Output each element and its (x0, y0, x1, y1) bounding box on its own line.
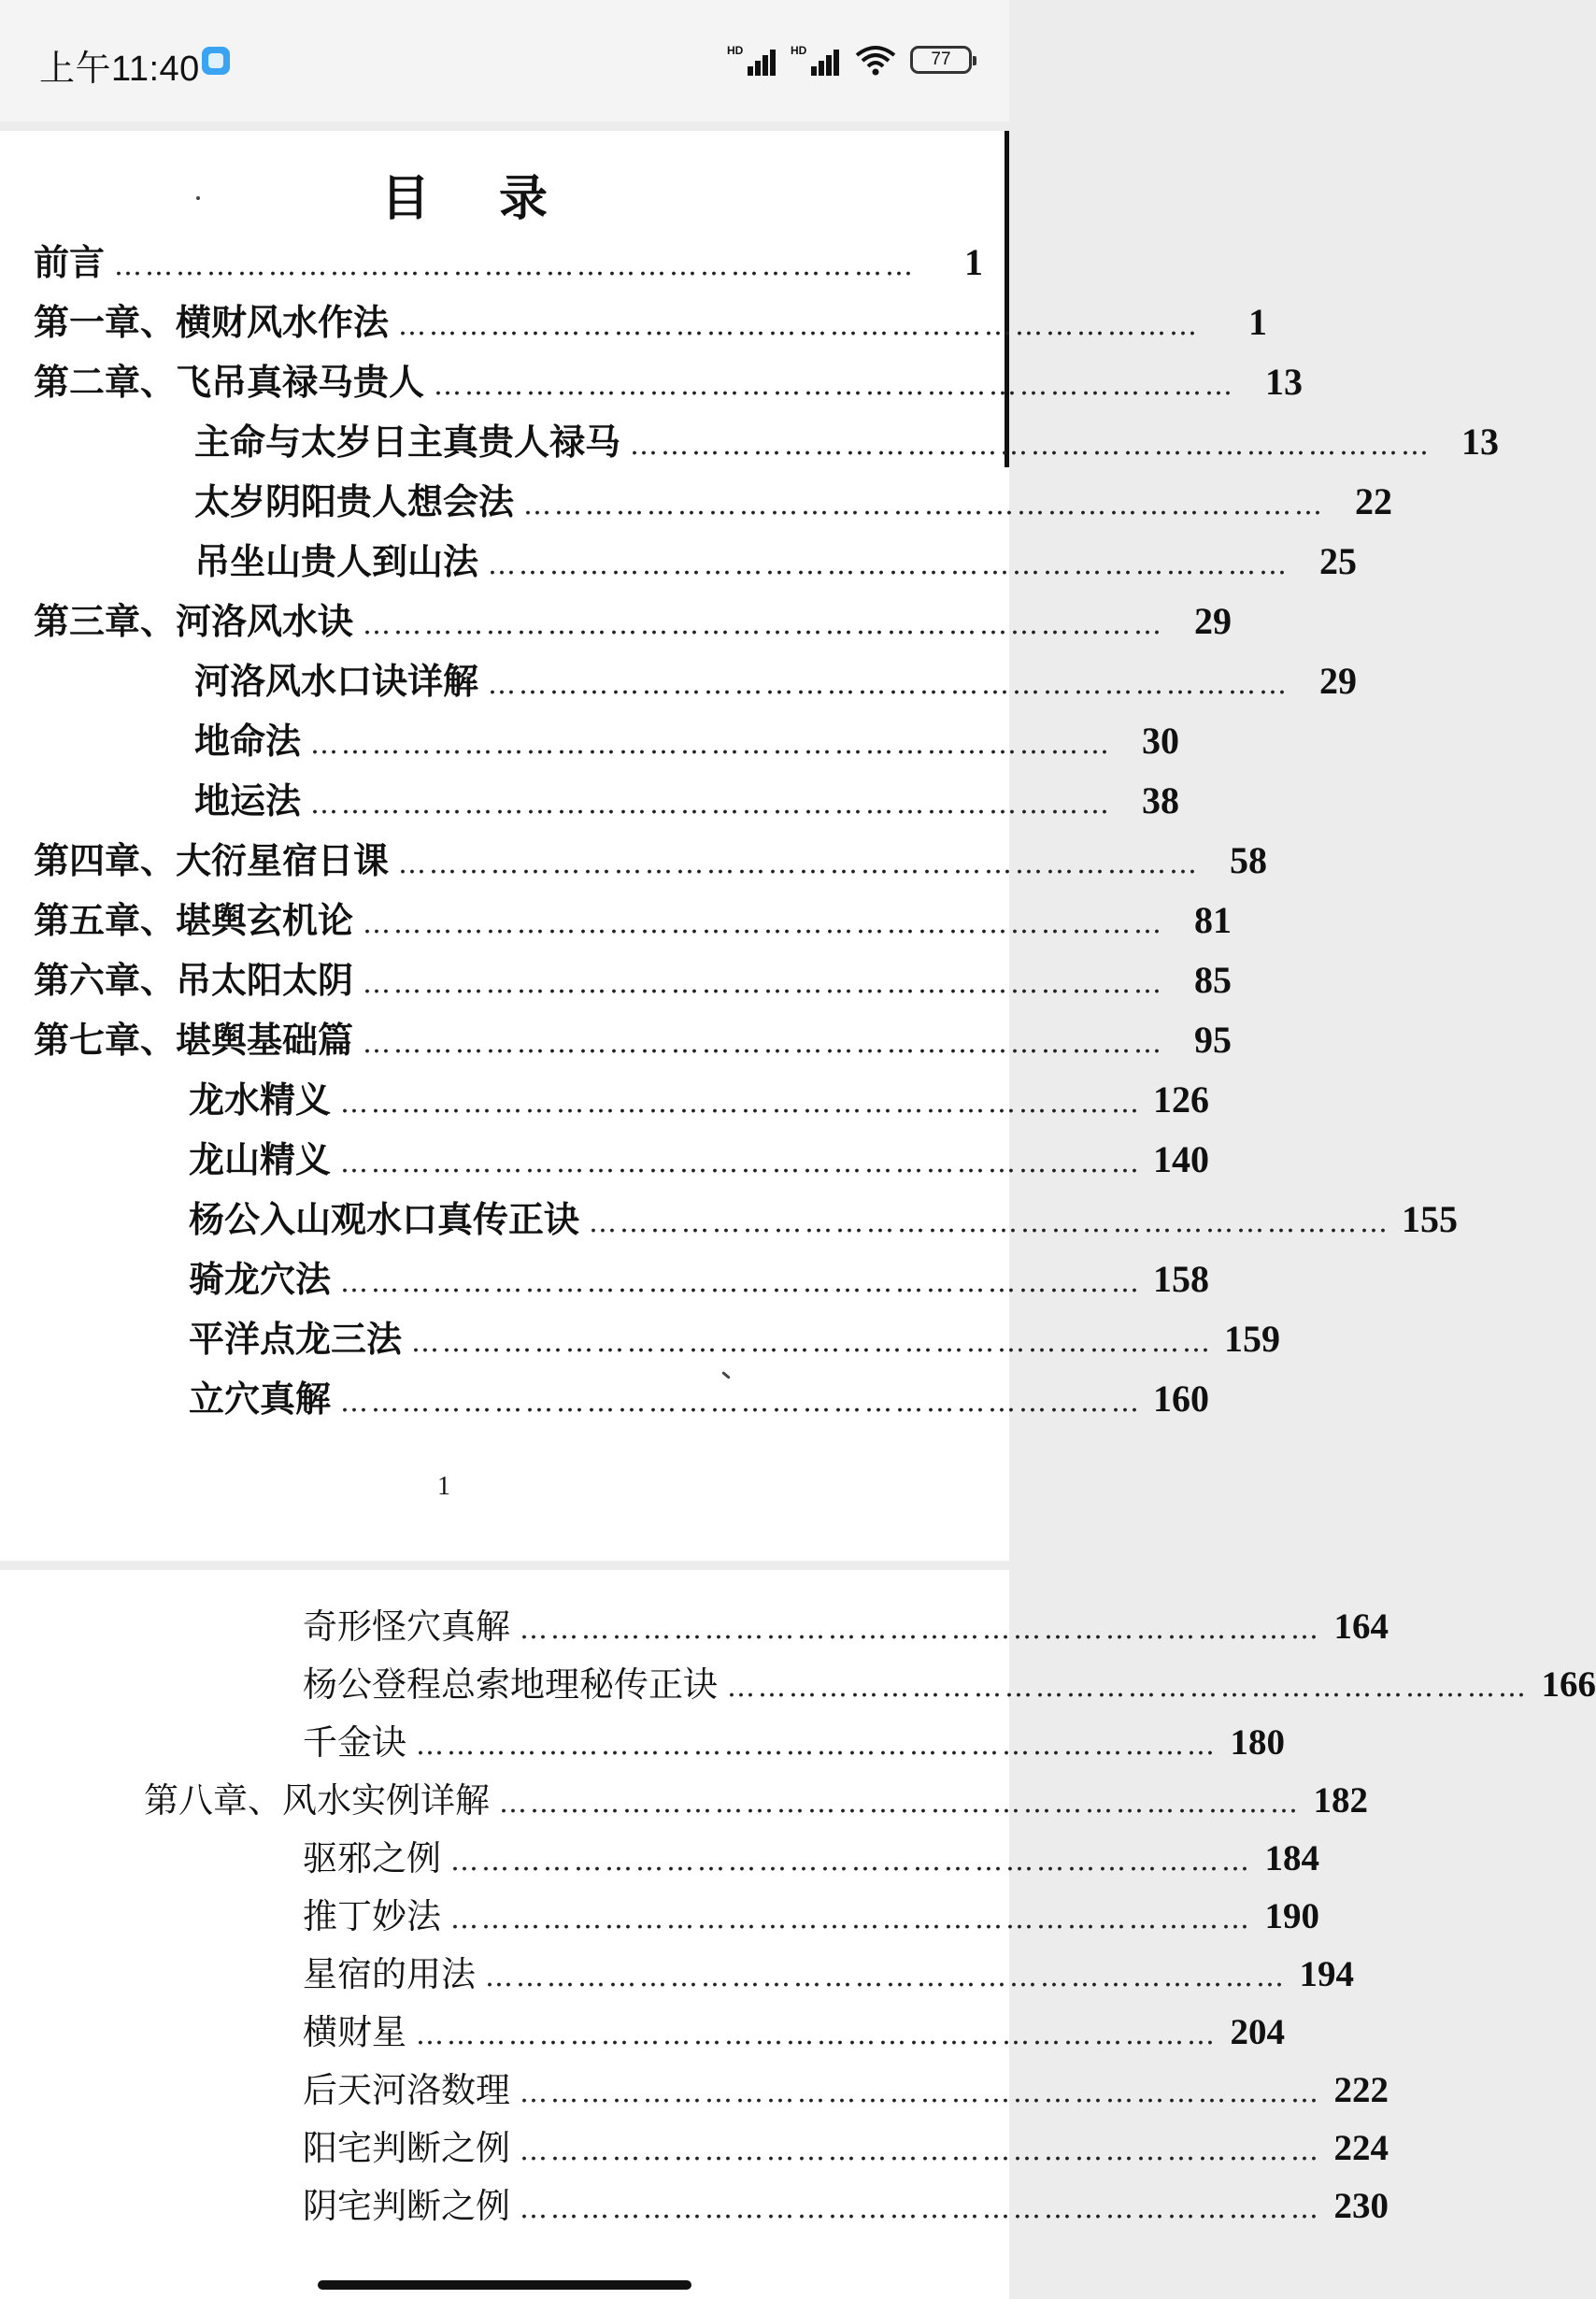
toc-entry-page: 126 (1153, 1078, 1210, 1121)
toc-entry-label: 第一章、横财风水作法 (34, 301, 390, 343)
toc-entry-label: 后天河洛数理 (303, 2070, 510, 2110)
toc-entry-label: 第六章、吊太阳太阴 (34, 959, 354, 1001)
toc-leader-dots: …………………………………………………………………… (434, 369, 1236, 402)
toc-leader-dots: …………………………………………………………………… (363, 967, 1165, 1000)
toc-leader-dots: …………………………………………………………………… (416, 2019, 1218, 2051)
toc-entry-page: 29 (1319, 660, 1358, 702)
toc-entry[interactable] (303, 1656, 1596, 1712)
toc-entry-page: 58 (1230, 839, 1268, 881)
toc-entry[interactable] (34, 293, 1268, 350)
signal-hd-label: HD (791, 44, 807, 57)
page-number: 1 (437, 1472, 450, 1501)
toc-leader-dots: …………………………………………………………………… (499, 1787, 1301, 1820)
toc-entry-label: 龙水精义 (189, 1078, 332, 1121)
toc-leader-dots: …………………………………………………………………… (310, 728, 1113, 761)
toc-entry-page: 158 (1153, 1258, 1210, 1300)
toc-entry-page: 184 (1264, 1838, 1319, 1878)
toc-entry-page: 222 (1333, 2070, 1389, 2110)
toc-entry-label: 吊坐山贵人到山法 (194, 540, 479, 582)
toc-leader-dots: …………………………………………………………………… (340, 1087, 1143, 1120)
toc-entry-page: 160 (1153, 1378, 1210, 1420)
toc-leader-dots: …………………………………………………………………… (398, 309, 1201, 342)
toc-entry[interactable] (189, 1191, 1459, 1247)
toc-entry[interactable] (34, 234, 984, 290)
toc-entry-page: 166 (1541, 1664, 1596, 1705)
toc-entry-label: 第四章、大衍星宿日课 (34, 839, 390, 881)
toc-entry[interactable] (189, 1370, 1210, 1426)
toc-entry[interactable] (194, 772, 1180, 828)
toc-entry[interactable] (303, 1946, 1354, 2002)
toc-entry-page: 38 (1142, 779, 1180, 821)
status-bar (0, 0, 1009, 121)
toc-entry-page: 180 (1230, 1722, 1285, 1763)
toc-entry[interactable] (34, 832, 1268, 888)
toc-leader-dots: …………………………………………………………………… (727, 1671, 1529, 1704)
toc-entry-label: 骑龙穴法 (189, 1258, 332, 1300)
toc-entry-page: 140 (1153, 1138, 1210, 1180)
toc-leader-dots: …………………………………………………………………… (340, 1266, 1143, 1299)
toc-entry[interactable] (189, 1131, 1210, 1187)
toc-entry-page: 1 (1248, 301, 1268, 343)
toc-leader-dots: …………………………………………………………………… (520, 2135, 1321, 2167)
document-page-2 (0, 1570, 1596, 2299)
signal-icon (791, 44, 841, 76)
toc-entry-label: 第七章、堪舆基础篇 (34, 1019, 354, 1061)
toc-entry[interactable] (194, 712, 1180, 768)
toc-entry[interactable] (194, 413, 1500, 469)
toc-entry-label: 杨公入山观水口真传正诀 (189, 1198, 580, 1240)
toc-entry[interactable] (303, 2062, 1389, 2118)
toc-leader-dots: …………………………………………………………………… (450, 1903, 1252, 1935)
toc-entry-label: 河洛风水口诀详解 (194, 660, 479, 702)
wifi-icon (854, 44, 897, 76)
toc-leader-dots: …………………………………………………………………… (450, 1845, 1252, 1878)
toc-entry-label: 立穴真解 (189, 1378, 332, 1420)
app-notification-icon (202, 47, 230, 75)
toc-entry-page: 13 (1265, 361, 1304, 403)
toc-leader-dots: …………………………………………………………………… (114, 250, 917, 282)
toc-entry-label: 千金诀 (303, 1722, 406, 1763)
toc-entry[interactable] (194, 473, 1393, 529)
toc-entry-page: 194 (1299, 1954, 1354, 1994)
toc-entry-page: 81 (1194, 899, 1233, 941)
toc-entry-page: 190 (1264, 1896, 1319, 1936)
toc-entry-label: 星宿的用法 (303, 1954, 476, 1994)
toc-leader-dots: …………………………………………………………………… (485, 1961, 1287, 1993)
toc-entry[interactable] (189, 1071, 1210, 1127)
signal-hd-label: HD (727, 44, 744, 57)
toc-entry[interactable] (303, 1888, 1319, 1944)
page-edge-shadow (1005, 131, 1009, 467)
toc-entry-page: 95 (1194, 1019, 1233, 1061)
home-indicator[interactable] (318, 2280, 691, 2290)
toc-title (0, 159, 934, 229)
toc-entry[interactable] (303, 2178, 1389, 2234)
toc-entry[interactable] (34, 1011, 1233, 1067)
status-time: 上午11:40 (39, 50, 200, 89)
toc-leader-dots: …………………………………………………………………… (363, 907, 1165, 940)
toc-leader-dots: …………………………………………………………………… (520, 1613, 1321, 1646)
toc-entry-label: 驱邪之例 (303, 1838, 441, 1878)
battery-icon: 77 (910, 46, 972, 74)
toc-entry-page: 155 (1402, 1198, 1459, 1240)
toc-leader-dots: …………………………………………………………………… (398, 848, 1201, 880)
toc-entry[interactable] (303, 2120, 1389, 2176)
toc-entry-label: 地命法 (194, 720, 302, 762)
toc-entry[interactable] (194, 652, 1358, 708)
toc-entry[interactable] (189, 1310, 1281, 1366)
toc-leader-dots: …………………………………………………………………… (310, 788, 1113, 821)
toc-entry-page: 30 (1142, 720, 1180, 762)
toc-entry-page: 13 (1461, 421, 1500, 463)
toc-entry[interactable] (303, 1714, 1285, 1770)
toc-entry-label: 第八章、风水实例详解 (144, 1780, 490, 1821)
toc-leader-dots: …………………………………………………………………… (488, 668, 1290, 701)
toc-entry-label: 第五章、堪舆玄机论 (34, 899, 354, 941)
toc-entry-label: 平洋点龙三法 (189, 1318, 403, 1360)
toc-entry[interactable] (303, 1830, 1319, 1886)
toc-entry-label: 前言 (34, 241, 106, 283)
toc-entry-label: 太岁阴阳贵人想会法 (194, 480, 515, 522)
toc-entry-page: 85 (1194, 959, 1233, 1001)
toc-entry-label: 第三章、河洛风水诀 (34, 600, 354, 642)
toc-leader-dots: …………………………………………………………………… (523, 489, 1326, 521)
toc-entry[interactable] (144, 1772, 1368, 1828)
document-page-1 (0, 131, 1500, 1561)
toc-entry-page: 159 (1224, 1318, 1281, 1360)
toc-leader-dots: …………………………………………………………………… (589, 1207, 1391, 1239)
toc-entry-label: 横财星 (303, 2012, 406, 2052)
toc-leader-dots: …………………………………………………………………… (363, 608, 1165, 641)
toc-entry[interactable] (34, 892, 1233, 948)
toc-entry[interactable] (189, 1250, 1210, 1307)
toc-entry-label: 阴宅判断之例 (303, 2186, 510, 2226)
toc-entry[interactable] (34, 353, 1304, 409)
toc-entry-page: 182 (1313, 1780, 1368, 1821)
toc-entry-label: 阳宅判断之例 (303, 2128, 510, 2168)
signal-icon (727, 44, 777, 76)
toc-entry-label: 杨公登程总索地理秘传正诀 (303, 1664, 718, 1705)
toc-entry[interactable] (303, 2004, 1285, 2060)
toc-leader-dots: …………………………………………………………………… (488, 549, 1290, 581)
toc-leader-dots: …………………………………………………………………… (363, 1027, 1165, 1060)
toc-entry[interactable] (194, 533, 1358, 589)
toc-entry-page: 25 (1319, 540, 1358, 582)
toc-entry-label: 主命与太岁日主真贵人禄马 (194, 421, 621, 463)
toc-entry-label: 龙山精义 (189, 1138, 332, 1180)
toc-leader-dots: …………………………………………………………………… (520, 2077, 1321, 2109)
toc-leader-dots: …………………………………………………………………… (416, 1729, 1218, 1762)
toc-entry[interactable] (34, 593, 1233, 649)
toc-entry-label: 第二章、飞吊真禄马贵人 (34, 361, 425, 403)
toc-entry-label: 推丁妙法 (303, 1896, 441, 1936)
toc-entry[interactable] (34, 951, 1233, 1007)
toc-entry[interactable] (303, 1598, 1389, 1654)
toc-entry-page: 224 (1333, 2128, 1389, 2168)
toc-entry-label: 奇形怪穴真解 (303, 1606, 510, 1647)
toc-entry-page: 164 (1333, 1606, 1389, 1647)
toc-entry-label: 地运法 (194, 779, 302, 821)
toc-entry-page: 204 (1230, 2012, 1285, 2052)
toc-title-char: 录 (499, 170, 554, 227)
toc-entry-page: 230 (1333, 2186, 1389, 2226)
toc-entry-page: 29 (1194, 600, 1233, 642)
status-icons (727, 41, 972, 79)
toc-entry-page: 1 (964, 241, 984, 283)
toc-leader-dots: …………………………………………………………………… (520, 2192, 1321, 2225)
toc-leader-dots: …………………………………………………………………… (340, 1386, 1143, 1419)
toc-leader-dots: …………………………………………………………………… (630, 429, 1432, 462)
toc-entry-page: 22 (1355, 480, 1393, 522)
toc-leader-dots: …………………………………………………………………… (411, 1326, 1214, 1359)
toc-title-char: 目 (380, 170, 435, 227)
toc-leader-dots: …………………………………………………………………… (340, 1147, 1143, 1179)
